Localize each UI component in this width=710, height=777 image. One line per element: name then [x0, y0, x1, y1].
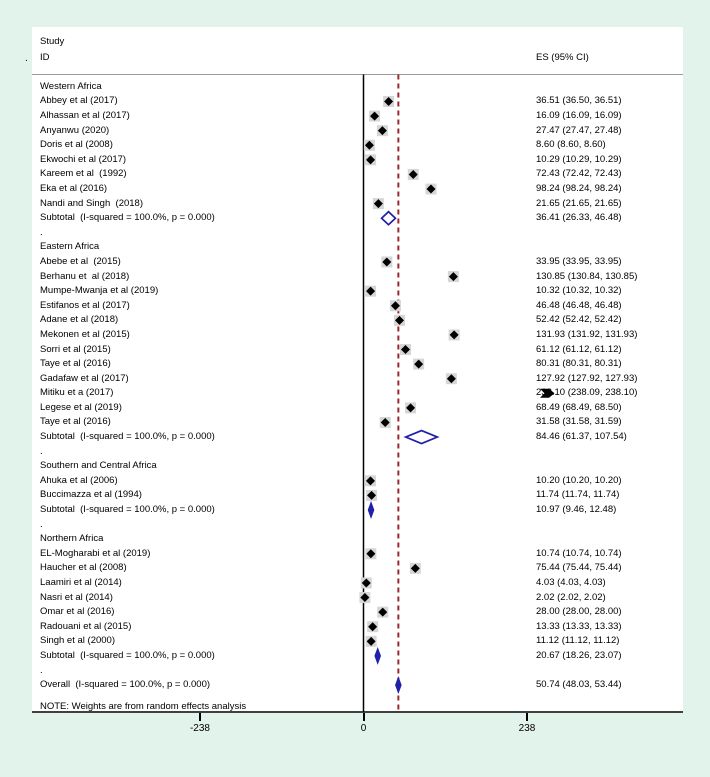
es-ci-value: 28.00 (28.00, 28.00) — [536, 606, 622, 618]
study-label: Nasri et al (2014) — [40, 591, 113, 603]
es-ci-value: 52.42 (52.42, 52.42) — [536, 314, 622, 326]
weights-note: NOTE: Weights are from random effects analysis — [40, 701, 247, 712]
study-label: Mekonen et al (2015) — [40, 328, 130, 340]
es-ci-value: 13.33 (13.33, 13.33) — [536, 620, 622, 632]
es-ci-value: 61.12 (61.12, 61.12) — [536, 343, 622, 355]
study-label: Nandi and Singh (2018) — [40, 197, 143, 209]
group-label: Northern Africa — [40, 533, 104, 545]
x-axis-tick-label: 238 — [518, 723, 536, 734]
es-ci-value: 10.74 (10.74, 10.74) — [536, 547, 622, 559]
subtotal-diamond — [369, 504, 374, 517]
es-ci-value: 31.58 (31.58, 31.59) — [536, 416, 622, 428]
subtotal-diamond — [375, 649, 380, 662]
spacer-dot: . — [40, 664, 43, 676]
x-axis-tick-label: -238 — [189, 723, 210, 734]
overall-label: Overall (I-squared = 100.0%, p = 0.000) — [40, 679, 211, 691]
es-ci-value: 8.60 (8.60, 8.60) — [536, 139, 606, 151]
study-label: Alhassan et al (2017) — [40, 110, 130, 122]
es-ci-value: 36.51 (36.50, 36.51) — [536, 95, 622, 107]
es-ci-value: 98.24 (98.24, 98.24) — [536, 183, 622, 195]
subtotal-label: Subtotal (I-squared = 100.0%, p = 0.000) — [40, 649, 215, 661]
es-ci-value: 10.97 (9.46, 12.48) — [536, 504, 617, 515]
column-header-es-ci: ES (95% CI) — [536, 52, 589, 63]
study-label: Mumpe-Mwanja et al (2019) — [40, 285, 159, 297]
es-ci-value: 131.93 (131.92, 131.93) — [536, 328, 638, 340]
study-label: Estifanos et al (2017) — [40, 299, 130, 311]
es-ci-value: 4.03 (4.03, 4.03) — [536, 576, 606, 588]
study-label: Sorri et al (2015) — [40, 343, 111, 355]
x-axis-tick — [526, 713, 528, 721]
study-label: Doris et al (2008) — [40, 139, 113, 151]
es-ci-value: 130.85 (130.84, 130.85) — [536, 270, 638, 282]
es-ci-value: 2.02 (2.02, 2.02) — [536, 591, 606, 603]
es-ci-value: 11.74 (11.74, 11.74) — [536, 489, 620, 501]
es-ci-value: 50.74 (48.03, 53.44) — [536, 679, 622, 691]
es-ci-value: 10.29 (10.29, 10.29) — [536, 153, 622, 165]
subtotal-label: Subtotal (I-squared = 100.0%, p = 0.000) — [40, 504, 215, 515]
study-label: Buccimazza et al (1994) — [40, 489, 142, 501]
study-label: Taye et al (2016) — [40, 416, 111, 428]
es-ci-value: 75.44 (75.44, 75.44) — [536, 562, 622, 574]
es-ci-value: 20.67 (18.26, 23.07) — [536, 649, 622, 661]
es-ci-value: 11.12 (11.12, 11.12) — [536, 635, 620, 647]
es-ci-value: 80.31 (80.31, 80.31) — [536, 358, 622, 370]
overall-diamond — [396, 679, 401, 692]
subtotal-label: Subtotal (I-squared = 100.0%, p = 0.000) — [40, 212, 215, 224]
study-label: Legese et al (2019) — [40, 401, 122, 413]
study-label: Haucher et al (2008) — [40, 562, 127, 574]
group-label: Southern and Central Africa — [40, 460, 157, 472]
es-ci-value: 127.92 (127.92, 127.93) — [536, 372, 638, 384]
spacer-dot: . — [40, 226, 43, 238]
es-ci-value: 36.41 (26.33, 46.48) — [536, 212, 622, 224]
study-label: Ahuka et al (2006) — [40, 474, 118, 486]
study-label: Eka et al (2016) — [40, 183, 108, 195]
es-ci-value: 16.09 (16.09, 16.09) — [536, 110, 622, 122]
left-margin-dot: . — [25, 53, 28, 64]
es-ci-value: 10.32 (10.32, 10.32) — [536, 285, 622, 297]
study-label: Abebe et al (2015) — [40, 255, 121, 267]
es-ci-value: 72.43 (72.42, 72.43) — [536, 168, 622, 180]
study-label: Gadafaw et al (2017) — [40, 372, 129, 384]
es-ci-value: 46.48 (46.48, 46.48) — [536, 299, 622, 311]
column-header-id: ID — [40, 52, 50, 63]
study-label: EL-Mogharabi et al (2019) — [40, 547, 151, 559]
subtotal-label: Subtotal (I-squared = 100.0%, p = 0.000) — [40, 431, 215, 443]
study-label: Radouani et al (2015) — [40, 620, 132, 632]
spacer-dot: . — [40, 445, 43, 457]
es-ci-value: 238.10 (238.09, 238.10) — [536, 387, 638, 399]
study-label: Kareem et al (1992) — [40, 168, 127, 180]
es-ci-value: 21.65 (21.65, 21.65) — [536, 197, 622, 209]
column-header-study: Study — [40, 36, 65, 47]
study-label: Mitiku et a (2017) — [40, 387, 114, 399]
study-label: Ekwochi et al (2017) — [40, 153, 127, 165]
spacer-dot: . — [40, 518, 43, 530]
study-label: Anyanwu (2020) — [40, 124, 110, 136]
study-label: Adane et al (2018) — [40, 314, 119, 326]
es-ci-value: 84.46 (61.37, 107.54) — [536, 431, 627, 443]
study-label: Omar et al (2016) — [40, 606, 115, 618]
es-ci-value: 27.47 (27.47, 27.48) — [536, 124, 622, 136]
x-axis-tick — [363, 713, 365, 721]
group-label: Western Africa — [40, 80, 102, 92]
x-axis-tick — [199, 713, 201, 721]
plot-panel — [32, 27, 683, 713]
study-label: Laamiri et al (2014) — [40, 576, 122, 588]
subtotal-diamond — [406, 431, 438, 444]
x-axis-tick-label: 0 — [360, 723, 367, 734]
es-ci-value: 68.49 (68.49, 68.50) — [536, 401, 622, 413]
study-label: Taye et al (2016) — [40, 358, 111, 370]
group-label: Eastern Africa — [40, 241, 100, 253]
study-label: Singh et al (2000) — [40, 635, 115, 647]
study-label: Berhanu et al (2018) — [40, 270, 130, 282]
es-ci-value: 33.95 (33.95, 33.95) — [536, 255, 622, 267]
es-ci-value: 10.20 (10.20, 10.20) — [536, 474, 622, 486]
subtotal-diamond — [382, 212, 396, 225]
study-label: Abbey et al (2017) — [40, 95, 118, 107]
